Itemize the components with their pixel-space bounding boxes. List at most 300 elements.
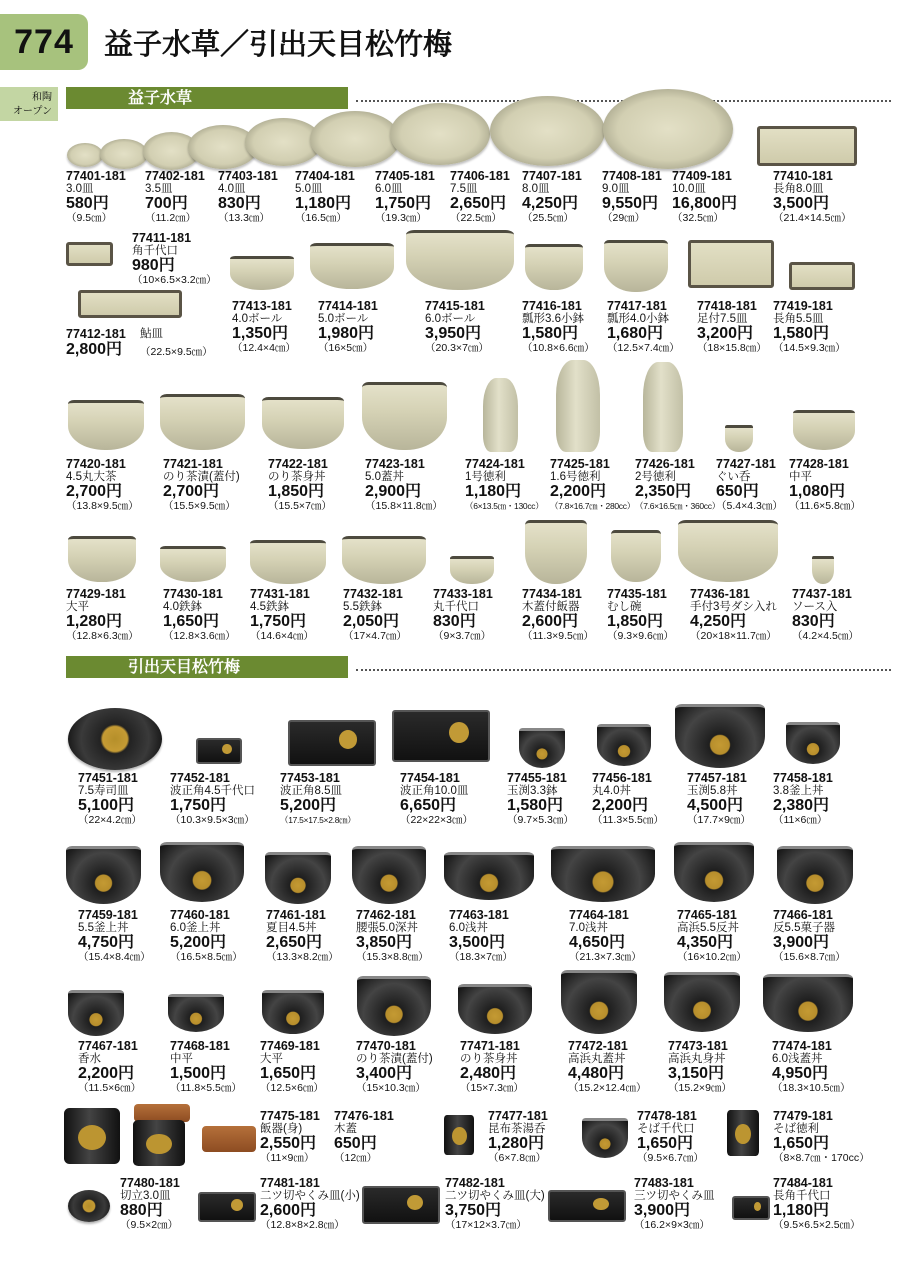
product-price: 1,280円 (66, 613, 123, 630)
product-size: （18.3×10.5㎝） (772, 1082, 851, 1094)
product-price: 2,380円 (773, 797, 830, 814)
product-price: 650円 (334, 1135, 377, 1152)
bowl-icon (458, 984, 532, 1034)
product-code: 77430-181 (163, 587, 223, 601)
product-size: （15.4×8.4㎝） (78, 951, 151, 963)
wooden-lid-icon (202, 1126, 256, 1152)
product-item (66, 328, 126, 358)
product-size: （16.2×9×3㎝） (634, 1219, 710, 1231)
product-name: 波正角4.5千代口 (170, 785, 255, 797)
product-code: 77426-181 (635, 457, 695, 471)
product-price: 700円 (145, 195, 188, 212)
product-item (365, 458, 443, 512)
bowl-icon (674, 842, 754, 902)
product-code: 77463-181 (449, 908, 509, 922)
product-name: 7.0浅丼 (569, 922, 608, 934)
product-item (602, 170, 662, 224)
product-name: 7.5寿司皿 (78, 785, 129, 797)
plate-icon (603, 89, 733, 169)
product-item (634, 1177, 715, 1231)
product-item (232, 300, 296, 354)
product-item (716, 458, 783, 512)
product-size: （11.2㎝） (145, 212, 197, 224)
product-size: （20.3×7㎝） (425, 342, 489, 354)
product-price: 830円 (433, 613, 476, 630)
product-code: 77402-181 (145, 169, 205, 183)
product-item (522, 300, 595, 354)
product-code: 77411-181 (132, 231, 192, 245)
bowl-icon (812, 556, 834, 584)
product-size: （15.2×9㎝） (668, 1082, 732, 1094)
product-item (295, 170, 355, 224)
product-size: （25.5㎝） (522, 212, 574, 224)
bowl-icon (66, 846, 141, 904)
product-size: （6×7.8㎝） (488, 1152, 547, 1164)
product-name: 6.0釜上丼 (170, 922, 221, 934)
product-name: 5.5釜上丼 (78, 922, 129, 934)
product-item (163, 588, 236, 642)
plate-icon (390, 103, 490, 165)
product-name: 昆布茶湯呑 (488, 1123, 546, 1135)
product-item (789, 458, 861, 512)
bowl-icon (551, 846, 655, 902)
product-name: 5.0皿 (295, 183, 323, 195)
plate-icon (100, 139, 148, 169)
product-size: （11.3×9.5㎝） (522, 630, 594, 642)
product-name: 大平 (66, 601, 89, 613)
product-size: （15.2×12.4㎝） (568, 1082, 647, 1094)
product-name: 1号徳利 (465, 471, 506, 483)
bowl-icon (362, 382, 447, 450)
product-name: 飯器(身) (260, 1123, 303, 1135)
product-item (78, 1040, 141, 1094)
product-name: 玉渕5.8丼 (687, 785, 738, 797)
bowl-icon (786, 722, 840, 764)
product-price: 1,650円 (260, 1065, 317, 1082)
product-item (260, 1110, 320, 1164)
product-size: （18.3×7㎝） (449, 951, 513, 963)
product-name: 8.0皿 (522, 183, 550, 195)
product-code: 77476-181 (334, 1109, 394, 1123)
product-code: 77481-181 (260, 1176, 320, 1190)
product-name: 中平 (170, 1053, 193, 1065)
product-item (773, 772, 833, 826)
bowl-icon (582, 1118, 628, 1158)
product-price: 1,580円 (522, 325, 579, 342)
product-name: そば千代口 (637, 1123, 695, 1135)
product-price: 1,750円 (375, 195, 432, 212)
product-name: 香水 (78, 1053, 101, 1065)
product-item (522, 588, 594, 642)
product-code: 77407-181 (522, 169, 582, 183)
product-item (78, 909, 151, 963)
bowl-icon (444, 852, 534, 900)
product-code: 77458-181 (773, 771, 833, 785)
product-size: （11.8×5.5㎝） (170, 1082, 242, 1094)
bowl-icon (664, 972, 740, 1032)
product-price: 2,600円 (522, 613, 579, 630)
cup-icon (64, 1108, 120, 1164)
bowl-icon (265, 852, 331, 904)
product-item (772, 1040, 851, 1094)
product-size: （22×22×3㎝） (400, 814, 473, 826)
bowl-icon (519, 728, 565, 768)
bowl-icon (525, 520, 587, 584)
product-name: 1.6号徳利 (550, 471, 601, 483)
rectangular-plate-icon (288, 720, 376, 766)
product-price: 1,280円 (488, 1135, 545, 1152)
product-code: 77467-181 (78, 1039, 138, 1053)
product-item (163, 458, 240, 512)
product-code: 77404-181 (295, 169, 355, 183)
bowl-icon (793, 410, 855, 450)
product-size: （21.4×14.5㎝） (773, 212, 852, 224)
product-name: 高浜5.5反丼 (677, 922, 739, 934)
product-name: のり茶身丼 (268, 471, 326, 483)
product-code: 77422-181 (268, 457, 328, 471)
product-size: （12.5×7.4㎝） (607, 342, 680, 354)
product-code: 77436-181 (690, 587, 750, 601)
page-number: 774 (0, 14, 88, 70)
product-price: 650円 (716, 483, 759, 500)
product-code: 77460-181 (170, 908, 230, 922)
product-name: 高浜丸蓋丼 (568, 1053, 626, 1065)
product-code: 77462-181 (356, 908, 416, 922)
product-code: 77401-181 (66, 169, 126, 183)
product-item (637, 1110, 704, 1164)
product-code: 77421-181 (163, 457, 223, 471)
plate-icon (67, 143, 103, 167)
product-price: 4,500円 (687, 797, 744, 814)
product-code: 77461-181 (266, 908, 326, 922)
product-price: 9,550円 (602, 195, 659, 212)
product-name: のり茶身丼 (460, 1053, 518, 1065)
product-price: 1,750円 (170, 797, 227, 814)
product-size: （12.8×3.6㎝） (163, 630, 236, 642)
product-price: 2,700円 (163, 483, 220, 500)
product-size: （16.5㎝） (295, 212, 347, 224)
rectangular-plate-icon (196, 738, 242, 764)
bowl-icon (777, 846, 853, 904)
rectangular-plate-icon (548, 1190, 626, 1222)
product-item (145, 170, 205, 224)
product-code: 77431-181 (250, 587, 310, 601)
product-size: （17.7×9㎝） (687, 814, 751, 826)
product-item (568, 1040, 647, 1094)
product-price: 4,250円 (690, 613, 747, 630)
product-size: （22.5×9.5㎝） (140, 346, 213, 358)
product-item (773, 1177, 861, 1231)
bowl-icon (160, 842, 244, 902)
product-price: 1,980円 (318, 325, 375, 342)
product-size: （11.3×5.5㎝） (592, 814, 664, 826)
product-item (132, 232, 217, 286)
product-code: 77409-181 (672, 169, 732, 183)
product-size: （6×13.5㎝・130cc） (465, 501, 544, 511)
product-code: 77455-181 (507, 771, 567, 785)
product-price: 2,200円 (550, 483, 607, 500)
product-name: 7.5皿 (450, 183, 478, 195)
product-code: 77403-181 (218, 169, 278, 183)
product-name: 反5.5菓子器 (773, 922, 835, 934)
product-name: 波正角10.0皿 (400, 785, 469, 797)
product-code: 77482-181 (445, 1176, 505, 1190)
product-item (690, 588, 777, 642)
product-item (120, 1177, 180, 1231)
product-price: 830円 (792, 613, 835, 630)
product-size: （11.6×5.8㎝） (789, 500, 861, 512)
product-code: 77412-181 (66, 327, 126, 341)
product-name: 玉渕3.3鉢 (507, 785, 558, 797)
rectangular-plate-icon (757, 126, 857, 166)
bowl-icon (357, 976, 431, 1036)
product-price: 1,180円 (773, 1202, 830, 1219)
product-name: 5.5鉄鉢 (343, 601, 382, 613)
product-name: 角千代口 (132, 245, 178, 257)
product-name: ぐい呑 (716, 471, 751, 483)
product-code: 77418-181 (697, 299, 757, 313)
product-name: 長角5.5皿 (773, 313, 824, 325)
cup-icon (133, 1120, 185, 1166)
product-code: 77433-181 (433, 587, 493, 601)
product-code: 77454-181 (400, 771, 460, 785)
product-price: 3,500円 (773, 195, 830, 212)
product-item (343, 588, 407, 642)
page-title: 益子水草／引出天目松竹梅 (104, 27, 453, 61)
product-size: （16×10.2㎝） (677, 951, 747, 963)
product-size: （15×7.3㎝） (460, 1082, 524, 1094)
product-price: 1,750円 (250, 613, 307, 630)
bowl-icon (342, 536, 426, 584)
bowl-icon (352, 846, 426, 904)
product-name: むし碗 (607, 601, 642, 613)
product-price: 5,200円 (170, 934, 227, 951)
product-price: 1,650円 (773, 1135, 830, 1152)
product-item (318, 300, 378, 354)
product-price: 1,180円 (295, 195, 352, 212)
product-size: （15.3×8.8㎝） (356, 951, 429, 963)
product-price: 3,950円 (425, 325, 482, 342)
bowl-icon (450, 556, 494, 584)
product-name: 6.0浅丼 (449, 922, 488, 934)
bowl-icon (525, 244, 583, 290)
product-price: 980円 (132, 257, 175, 274)
product-name: 6.0浅蓋丼 (772, 1053, 823, 1065)
category-label (0, 87, 58, 121)
product-name: 中平 (789, 471, 812, 483)
product-name: 夏目4.5丼 (266, 922, 317, 934)
product-name: 大平 (260, 1053, 283, 1065)
product-name: 瓢形3.6小鉢 (522, 313, 584, 325)
product-item (268, 458, 332, 512)
product-code: 77419-181 (773, 299, 833, 313)
product-code: 77437-181 (792, 587, 852, 601)
product-code: 77470-181 (356, 1039, 416, 1053)
product-item (672, 170, 737, 224)
product-item (773, 909, 846, 963)
product-item (356, 909, 429, 963)
product-size: （15.5×7㎝） (268, 500, 332, 512)
product-size: （13.3㎝） (218, 212, 270, 224)
product-name: 丸4.0丼 (592, 785, 631, 797)
product-size: （9.5×2㎝） (120, 1219, 179, 1231)
plate-icon (68, 708, 162, 770)
product-price: 1,850円 (268, 483, 325, 500)
product-price: 3,500円 (449, 934, 506, 951)
bowl-icon (168, 994, 224, 1032)
product-name: 高浜丸身丼 (668, 1053, 726, 1065)
product-price: 4,480円 (568, 1065, 625, 1082)
bowl-icon (763, 974, 853, 1032)
product-size: （11×6㎝） (773, 814, 828, 826)
product-code: 77479-181 (773, 1109, 833, 1123)
product-size: （12㎝） (334, 1152, 378, 1164)
product-price: 2,480円 (460, 1065, 517, 1082)
product-code: 77428-181 (789, 457, 849, 471)
product-item (773, 170, 852, 224)
product-code: 77475-181 (260, 1109, 320, 1123)
product-item (334, 1110, 394, 1164)
product-name: 4.0皿 (218, 183, 246, 195)
product-item (488, 1110, 548, 1164)
product-price: 3,850円 (356, 934, 413, 951)
product-price: 2,050円 (343, 613, 400, 630)
bowl-icon (230, 256, 294, 290)
product-item (250, 588, 314, 642)
product-code: 77415-181 (425, 299, 485, 313)
product-name: 三ツ切やくみ皿 (634, 1190, 715, 1202)
plate-icon (490, 96, 605, 166)
product-item (550, 458, 635, 512)
product-item (400, 772, 473, 826)
bowl-icon (675, 704, 765, 768)
product-size: （10.3×9.5×3㎝） (170, 814, 255, 826)
product-size: （16.5×8.5㎝） (170, 951, 243, 963)
product-item (773, 300, 846, 354)
product-size: （32.5㎝） (672, 212, 724, 224)
sake-bottle-icon (643, 362, 683, 452)
product-price: 1,500円 (170, 1065, 227, 1082)
product-price: 2,650円 (450, 195, 507, 212)
bowl-icon (406, 230, 514, 290)
product-item (522, 170, 582, 224)
product-name: 長角8.0皿 (773, 183, 824, 195)
product-size: （17×4.7㎝） (343, 630, 407, 642)
product-item (677, 909, 747, 963)
rectangular-plate-icon (362, 1186, 440, 1224)
bowl-icon (160, 546, 226, 582)
section-header: 益子水草 (66, 87, 348, 109)
bowl-icon (250, 540, 326, 584)
product-price: 4,650円 (569, 934, 626, 951)
rectangular-plate-icon (732, 1196, 770, 1220)
product-item (170, 1040, 242, 1094)
product-code: 77474-181 (772, 1039, 832, 1053)
product-name: 鮎皿 (140, 328, 163, 340)
sake-bottle-icon (556, 360, 600, 452)
product-name: ソース入 (792, 601, 838, 613)
product-item (635, 458, 720, 512)
product-name: 6.0ボール (425, 313, 476, 325)
product-name: 2号徳利 (635, 471, 676, 483)
product-name: 長角千代口 (773, 1190, 831, 1202)
product-price: 1,580円 (773, 325, 830, 342)
product-name: 4.0鉄鉢 (163, 601, 202, 613)
sake-bottle-icon (483, 378, 518, 452)
bowl-icon (604, 240, 668, 292)
product-item (356, 1040, 433, 1094)
product-price: 3,750円 (445, 1202, 502, 1219)
product-price: 4,750円 (78, 934, 135, 951)
product-code: 77456-181 (592, 771, 652, 785)
product-code: 77453-181 (280, 771, 340, 785)
rectangular-plate-icon (198, 1192, 256, 1222)
product-name: 3.5皿 (145, 183, 173, 195)
product-size: （15.6×8.7㎝） (773, 951, 846, 963)
product-name: 瓢形4.0小鉢 (607, 313, 669, 325)
bowl-icon (561, 970, 637, 1034)
product-name: 丸千代口 (433, 601, 479, 613)
product-code: 77429-181 (66, 587, 126, 601)
product-price: 3,150円 (668, 1065, 725, 1082)
bowl-icon (611, 530, 661, 582)
product-code: 77457-181 (687, 771, 747, 785)
product-code: 77451-181 (78, 771, 138, 785)
product-size: （11.5×6㎝） (78, 1082, 142, 1094)
product-price: 5,100円 (78, 797, 135, 814)
product-item (460, 1040, 524, 1094)
product-size: （9.7×5.3㎝） (507, 814, 574, 826)
product-code: 77477-181 (488, 1109, 548, 1123)
product-item (607, 588, 674, 642)
product-item (66, 170, 126, 224)
product-price: 2,700円 (66, 483, 123, 500)
product-price: 3,200円 (697, 325, 754, 342)
product-name: そば徳利 (773, 1123, 819, 1135)
product-price: 1,650円 (163, 613, 220, 630)
product-name: 足付7.5皿 (697, 313, 748, 325)
product-item (507, 772, 574, 826)
bowl-icon (597, 724, 651, 766)
product-code: 77416-181 (522, 299, 582, 313)
product-price: 1,350円 (232, 325, 289, 342)
section-header: 引出天目松竹梅 (66, 656, 348, 678)
product-name: のり茶漬(蓋付) (163, 471, 240, 483)
product-size: （8×8.7㎝・170cc） (773, 1152, 870, 1164)
plate-icon (310, 111, 400, 167)
bowl-icon (678, 520, 778, 582)
product-code: 77435-181 (607, 587, 667, 601)
product-size: （10×6.5×3.2㎝） (132, 274, 217, 286)
rectangular-plate-icon (688, 240, 774, 288)
product-price: 3,400円 (356, 1065, 413, 1082)
product-price: 2,600円 (260, 1202, 317, 1219)
product-name: 腰張5.0深丼 (356, 922, 418, 934)
product-size: （9.5×6.5×2.5㎝） (773, 1219, 861, 1231)
product-code: 77408-181 (602, 169, 662, 183)
product-item (465, 458, 543, 512)
rectangular-plate-icon (789, 262, 855, 290)
product-code: 77480-181 (120, 1176, 180, 1190)
category-label-line: 和陶 (32, 92, 52, 103)
product-price: 1,180円 (465, 483, 522, 500)
product-item (450, 170, 510, 224)
divider (356, 669, 891, 671)
product-size: （13.3×8.2㎝） (266, 951, 339, 963)
product-item (607, 300, 680, 354)
rectangular-plate-icon (392, 710, 490, 762)
product-item (66, 588, 139, 642)
